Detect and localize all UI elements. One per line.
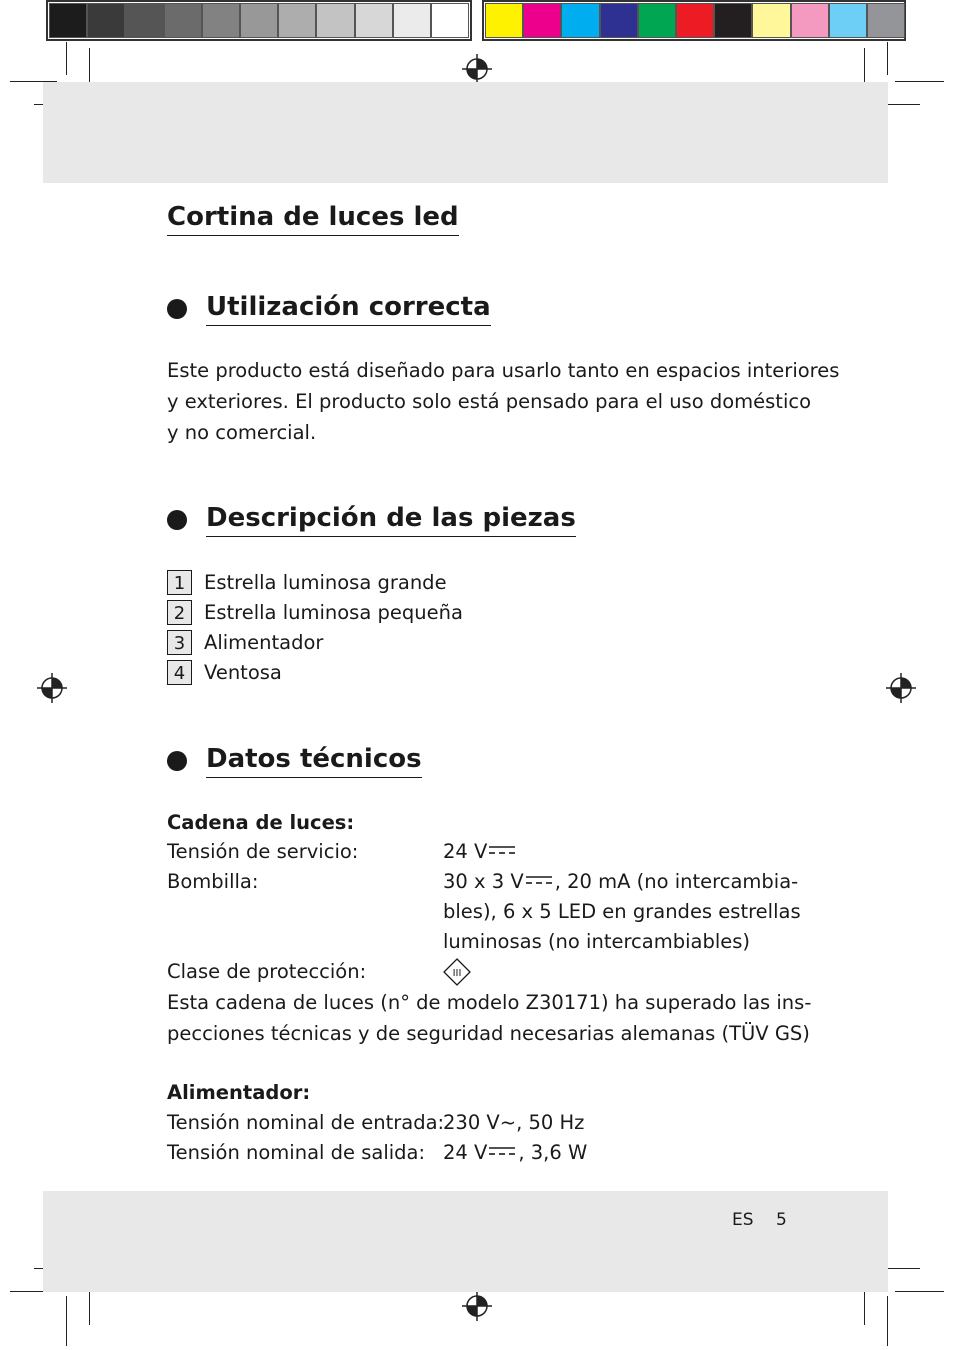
section-parts-heading bbox=[167, 503, 576, 537]
bulb-value-suffix: , 20 mA (no intercambia- bbox=[554, 870, 799, 893]
calibration-swatch bbox=[791, 3, 829, 38]
bulb-value-line-3: luminosas (no intercambiables) bbox=[443, 930, 751, 953]
calibration-swatch bbox=[561, 3, 599, 38]
voltage-label: Tensión de servicio: bbox=[167, 840, 359, 863]
part-item bbox=[167, 629, 323, 656]
calibration-swatch bbox=[164, 3, 202, 38]
chain-note-line-1: Esta cadena de luces (n° de modelo Z30171) ha superado las ins- bbox=[167, 991, 812, 1014]
input-voltage-value: 230 V~, 50 Hz bbox=[443, 1111, 585, 1134]
calibration-swatch bbox=[316, 3, 354, 38]
calibration-swatch bbox=[240, 3, 278, 38]
chain-subheading: Cadena de luces: bbox=[167, 811, 355, 834]
calibration-swatch bbox=[752, 3, 790, 38]
part-number: 3 bbox=[167, 630, 192, 655]
dc-symbol-icon bbox=[525, 875, 553, 885]
dc-symbol-icon bbox=[488, 1146, 516, 1156]
calibration-swatch bbox=[638, 3, 676, 38]
calibration-swatch bbox=[355, 3, 393, 38]
calibration-swatch bbox=[202, 3, 240, 38]
bullet-icon bbox=[167, 751, 187, 771]
section-use-heading bbox=[167, 292, 491, 326]
part-number: 1 bbox=[167, 570, 192, 595]
section-use-title: Utilización correcta bbox=[206, 292, 491, 326]
registration-mark-top-icon bbox=[462, 54, 492, 84]
part-item bbox=[167, 659, 282, 686]
use-paragraph-line-2: y exteriores. El producto solo está pensado para el uso doméstico bbox=[167, 390, 812, 413]
output-voltage-label: Tensión nominal de salida: bbox=[167, 1141, 426, 1164]
output-voltage-value bbox=[443, 1138, 587, 1168]
section-parts-title: Descripción de las piezas bbox=[206, 503, 576, 537]
part-label: Estrella luminosa grande bbox=[204, 571, 447, 594]
bulb-value bbox=[443, 867, 798, 897]
input-voltage-label: Tensión nominal de entrada: bbox=[167, 1111, 445, 1134]
registration-mark-left-icon bbox=[37, 673, 67, 703]
part-label: Estrella luminosa pequeña bbox=[204, 601, 463, 624]
output-voltage-suffix: , 3,6 W bbox=[518, 1141, 588, 1164]
use-paragraph-line-1: Este producto está diseñado para usarlo tanto en espacios interiores bbox=[167, 359, 840, 382]
section-tech-heading bbox=[167, 744, 422, 778]
calibration-swatch bbox=[600, 3, 638, 38]
footer-language: ES bbox=[732, 1210, 754, 1230]
footer-band bbox=[43, 1191, 888, 1292]
calibration-swatch bbox=[49, 3, 87, 38]
part-number: 4 bbox=[167, 660, 192, 685]
bulb-value-prefix: 30 x 3 V bbox=[443, 870, 524, 893]
header-band bbox=[43, 82, 888, 183]
bullet-icon bbox=[167, 299, 187, 319]
footer-page-number: 5 bbox=[776, 1210, 787, 1230]
page-title: Cortina de luces led bbox=[167, 202, 459, 236]
dc-symbol-icon bbox=[488, 845, 516, 855]
calibration-swatch bbox=[829, 3, 867, 38]
part-item bbox=[167, 599, 463, 626]
part-label: Alimentador bbox=[204, 631, 324, 654]
protection-class-symbol: III bbox=[452, 968, 462, 979]
calibration-swatch bbox=[676, 3, 714, 38]
part-label: Ventosa bbox=[204, 661, 282, 684]
power-subheading: Alimentador: bbox=[167, 1081, 311, 1104]
bulb-value-line-2: bles), 6 x 5 LED en grandes estrellas bbox=[443, 900, 801, 923]
bullet-icon bbox=[167, 510, 187, 530]
calibration-swatch bbox=[485, 3, 523, 38]
protection-label: Clase de protección: bbox=[167, 960, 367, 983]
protection-class-iii-icon bbox=[443, 958, 471, 986]
calibration-swatch bbox=[87, 3, 125, 38]
section-tech-title: Datos técnicos bbox=[206, 744, 422, 778]
voltage-value-text: 24 V bbox=[443, 840, 488, 863]
calibration-swatch bbox=[714, 3, 752, 38]
registration-mark-bottom-icon bbox=[462, 1291, 492, 1321]
chain-note-line-2: pecciones técnicas y de seguridad necesarias alemanas (TÜV GS) bbox=[167, 1022, 810, 1045]
calibration-swatch bbox=[278, 3, 316, 38]
registration-mark-right-icon bbox=[886, 673, 916, 703]
calibration-swatch bbox=[393, 3, 431, 38]
part-number: 2 bbox=[167, 600, 192, 625]
use-paragraph-line-3: y no comercial. bbox=[167, 421, 317, 444]
calibration-swatch bbox=[867, 3, 905, 38]
calibration-swatch bbox=[523, 3, 561, 38]
part-item bbox=[167, 569, 447, 596]
output-voltage-prefix: 24 V bbox=[443, 1141, 488, 1164]
bulb-label: Bombilla: bbox=[167, 870, 259, 893]
voltage-value bbox=[443, 837, 518, 867]
calibration-swatch bbox=[125, 3, 163, 38]
calibration-swatch bbox=[431, 3, 469, 38]
